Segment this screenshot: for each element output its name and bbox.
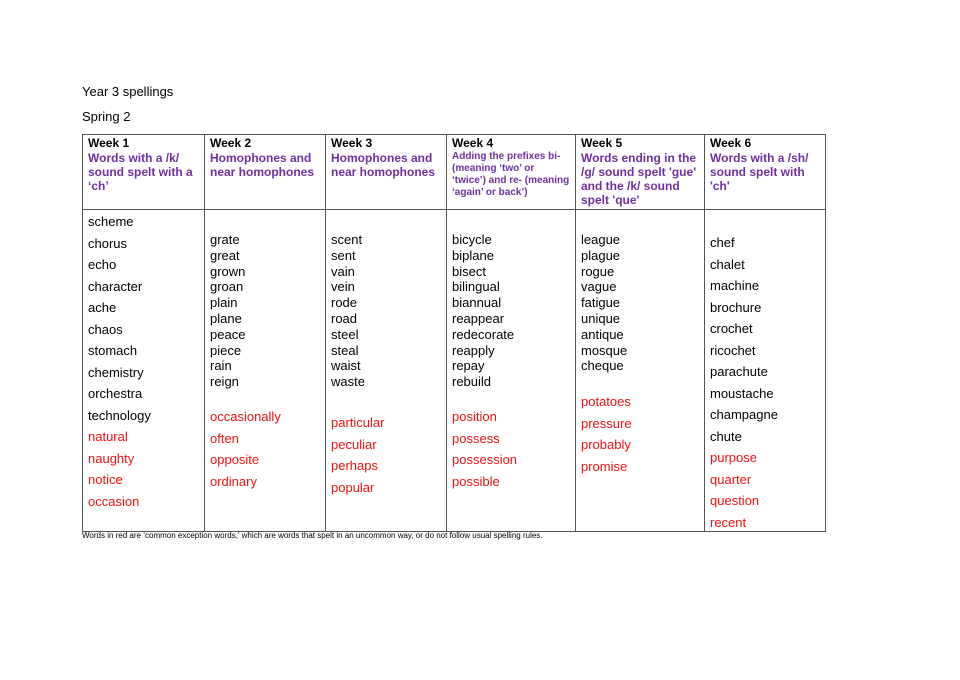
- spelling-word: crochet: [710, 321, 753, 336]
- spelling-word: vain: [331, 263, 355, 279]
- spelling-word: machine: [710, 278, 760, 293]
- spelling-word: plague: [581, 247, 621, 263]
- spelling-word: ricochet: [710, 342, 756, 358]
- spelling-word: cheque: [581, 358, 624, 374]
- word-list: [210, 232, 323, 390]
- exception-list: [210, 406, 323, 493]
- exception-word: occasion: [88, 493, 140, 509]
- spelling-word: great: [210, 247, 240, 263]
- spelling-word: piece: [210, 342, 242, 358]
- spelling-word: antique: [581, 326, 624, 342]
- spelling-word: plain: [210, 295, 238, 311]
- spelling-word: steal: [331, 342, 359, 358]
- week-focus: Homophones and near homophones: [331, 151, 436, 179]
- exception-word: often: [210, 430, 239, 446]
- spelling-word: sent: [331, 247, 356, 263]
- spelling-word: moustache: [710, 385, 774, 401]
- spelling-word: vein: [331, 279, 355, 295]
- week-label: Week 4: [452, 136, 494, 150]
- spelling-word: unique: [581, 310, 621, 326]
- week-column: [446, 135, 575, 531]
- exception-word: notice: [88, 472, 123, 487]
- exception-word: quarter: [710, 471, 752, 487]
- spelling-word: groan: [210, 279, 244, 295]
- spelling-word: character: [88, 278, 143, 294]
- spelling-word: grown: [210, 263, 246, 279]
- exception-word: possess: [452, 430, 500, 446]
- exception-word: position: [452, 409, 497, 424]
- spelling-word: chute: [710, 428, 742, 444]
- week-focus: Words with a /sh/ sound spelt with 'ch': [710, 151, 809, 193]
- spelling-word: chorus: [88, 235, 128, 251]
- spelling-word: fatigue: [581, 295, 621, 311]
- word-list: [331, 232, 444, 390]
- exception-word: possible: [452, 474, 500, 490]
- spelling-word: biannual: [452, 295, 502, 311]
- exception-word: pressure: [581, 415, 632, 431]
- spelling-word: reign: [210, 374, 239, 390]
- week-header: [326, 135, 446, 210]
- week-label: Week 5: [581, 136, 623, 150]
- week-label: Week 2: [210, 136, 252, 150]
- spelling-word: vague: [581, 279, 617, 295]
- spelling-word: rogue: [581, 263, 615, 279]
- exception-word: popular: [331, 480, 375, 496]
- word-list: [452, 232, 573, 390]
- week-header: [447, 135, 575, 210]
- exception-word: probably: [581, 437, 631, 453]
- week-column: [325, 135, 446, 531]
- exception-word: opposite: [210, 452, 260, 468]
- spelling-word: scent: [331, 232, 363, 247]
- word-list: [581, 232, 702, 374]
- exception-word: naughty: [88, 450, 135, 466]
- spelling-word: echo: [88, 257, 117, 272]
- exception-word: natural: [88, 429, 128, 444]
- footnote: Words in red are ‘common exception words,’ which are words that spelt in an uncommon way, or do not follow usual spelling rules.: [82, 531, 543, 540]
- week-focus: Homophones and near homophones: [210, 151, 315, 179]
- exception-word: potatoes: [581, 394, 631, 409]
- spelling-word: chemistry: [88, 364, 144, 380]
- spelling-word: grate: [210, 232, 240, 247]
- spelling-word: scheme: [88, 214, 134, 229]
- spelling-word: orchestra: [88, 386, 143, 401]
- week-header: [705, 135, 825, 210]
- page-title: Year 3 spellings: [82, 84, 174, 99]
- spelling-word: mosque: [581, 342, 628, 358]
- spelling-word: stomach: [88, 343, 138, 358]
- spelling-word: chaos: [88, 321, 123, 337]
- week-label: Week 3: [331, 136, 373, 150]
- week-column: [575, 135, 704, 531]
- week-header: [83, 135, 204, 210]
- exception-word: ordinary: [210, 474, 257, 490]
- week-label: Week 1: [88, 136, 130, 150]
- spelling-word: bicycle: [452, 232, 492, 247]
- week-focus: Words ending in the /g/ sound spelt 'gue' and the /k/ sound spelt 'que': [581, 151, 697, 207]
- week-column: [83, 135, 204, 531]
- spelling-word: waist: [331, 358, 361, 374]
- spelling-word: rebuild: [452, 374, 492, 390]
- exception-word: promise: [581, 459, 628, 475]
- week-column: [704, 135, 825, 531]
- week-header: [205, 135, 325, 210]
- exception-list: [452, 406, 573, 493]
- spelling-word: steel: [331, 326, 359, 342]
- exception-word: peculiar: [331, 436, 377, 452]
- exception-word: perhaps: [331, 458, 378, 474]
- spelling-word: bisect: [452, 263, 486, 279]
- exception-word: occasionally: [210, 409, 281, 424]
- spelling-word: parachute: [710, 364, 768, 379]
- spelling-word: brochure: [710, 299, 762, 315]
- spelling-word: waste: [331, 374, 365, 390]
- exception-word: question: [710, 493, 760, 508]
- spelling-table: [82, 134, 826, 532]
- week-header: [576, 135, 704, 210]
- spelling-word: plane: [210, 310, 242, 326]
- word-list: [88, 211, 202, 512]
- spelling-word: reapply: [452, 342, 495, 358]
- week-label: Week 6: [710, 136, 752, 150]
- spelling-word: chalet: [710, 256, 745, 272]
- spelling-word: ache: [88, 300, 117, 315]
- week-column: [204, 135, 325, 531]
- spelling-word: league: [581, 232, 621, 247]
- spelling-word: road: [331, 310, 358, 326]
- week-focus: Words with a /k/ sound spelt with a ‘ch’: [88, 151, 193, 193]
- exception-word: purpose: [710, 450, 757, 465]
- spelling-word: peace: [210, 326, 246, 342]
- exception-word: possession: [452, 452, 518, 468]
- exception-word: recent: [710, 514, 747, 530]
- spelling-word: rain: [210, 358, 232, 374]
- spelling-word: repay: [452, 358, 485, 374]
- word-list: [710, 232, 823, 533]
- spelling-word: biplane: [452, 247, 494, 263]
- exception-list: [331, 412, 444, 499]
- spelling-word: champagne: [710, 407, 778, 422]
- week-focus: Adding the prefixes bi- (meaning ‘two’ or ‘twice’) and re- (meaning ‘again’ or back’): [452, 151, 570, 198]
- spelling-word: chef: [710, 235, 735, 250]
- spelling-word: technology: [88, 407, 151, 423]
- exception-list: [581, 391, 702, 478]
- spelling-word: rode: [331, 295, 358, 311]
- spelling-word: redecorate: [452, 326, 515, 342]
- spelling-word: bilingual: [452, 279, 500, 295]
- spelling-word: reappear: [452, 310, 505, 326]
- exception-word: particular: [331, 415, 385, 430]
- term-subtitle: Spring 2: [82, 109, 131, 124]
